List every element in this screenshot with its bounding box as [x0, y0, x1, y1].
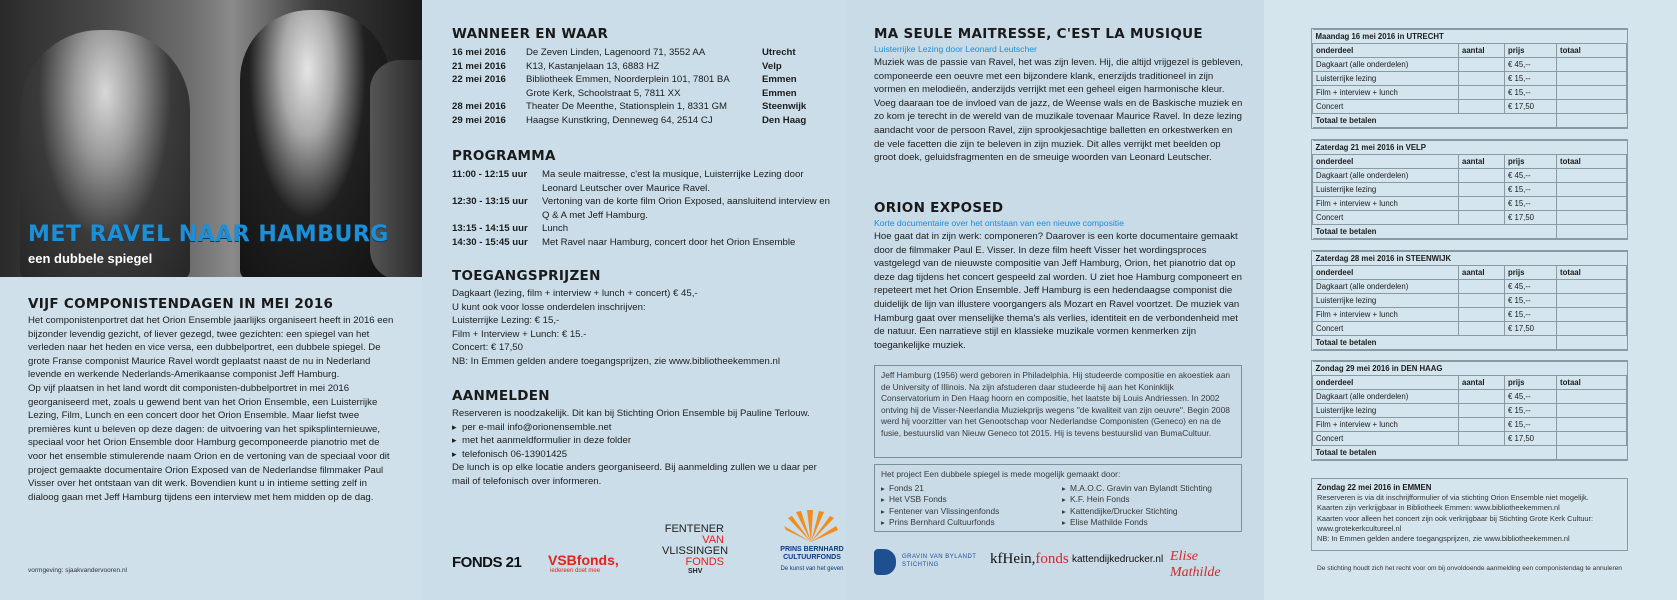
grand-total-field[interactable] [1557, 336, 1627, 350]
sponsor-item: ▸ Fonds 21 [881, 483, 1054, 495]
price-line: U kunt ook voor losse onderdelen inschrijven: [452, 301, 646, 313]
venue-row [452, 60, 806, 74]
form-row [1313, 169, 1627, 183]
item-price: € 17,50 [1505, 100, 1557, 114]
grand-total-field[interactable] [1557, 225, 1627, 239]
form-row [1313, 183, 1627, 197]
emmen-line: Kaarten zijn verkrijgbaar in Bibliotheek Emmen: www.bibliotheekemmen.nl [1317, 503, 1560, 513]
column-header-qty: aantal [1459, 155, 1505, 169]
intro-paragraph: Het componistenportret dat het Orion Ensemble jaarlijks organiseert heeft in 2016 een bijzonder levendig gezicht, of liever gezegd, twee gezichten: een spiegel van het verleden naar het heden en vice versa, een dubbelportret, een dubbele spiegel. De grote Franse componist Maurice Ravel wordt geplaatst naast de nu in Nederland levende en werkende Nederlands-Amerikaanse componist Jeff Hamburg. [28, 315, 394, 381]
fvf-line: VLISSINGEN [662, 545, 729, 557]
item-label: Concert [1313, 432, 1459, 446]
form-title-row [1313, 252, 1627, 266]
kf-part: kf [990, 551, 1003, 567]
venue-address: Theater De Meenthe, Stationsplein 1, 8331 GM [526, 101, 728, 112]
form-row [1313, 390, 1627, 404]
program-row [452, 222, 832, 236]
column-header-price: prijs [1505, 44, 1557, 58]
sponsor-item: ▸ Prins Bernhard Cultuurfonds [881, 517, 1054, 529]
venue-date: 21 mei 2016 [452, 60, 506, 72]
venue-date: 28 mei 2016 [452, 101, 506, 112]
pb-line: CULTUURFONDS [783, 554, 841, 561]
lecture-subtitle: Luisterrijke Lezing door Leonard Leutscher [874, 44, 1037, 54]
program-title: PROGRAMMA [452, 148, 556, 164]
column-header-price: prijs [1505, 155, 1557, 169]
venue-address: De Zeven Linden, Lagenoord 71, 3552 AA [526, 47, 706, 58]
sponsor-item: ▸ Fentener van Vlissingenfonds [881, 506, 1054, 518]
venue-city: Velp [762, 60, 782, 72]
form-row [1313, 86, 1627, 100]
venue-date: 29 mei 2016 [452, 114, 506, 126]
design-credit: vormgeving: sjaakvandervooren.nl [28, 567, 127, 574]
gravin-van-bylandt-mark-icon [874, 549, 896, 575]
total-row [1313, 114, 1627, 128]
venue-address: Bibliotheek Emmen, Noorderplein 101, 7801 BA [526, 74, 730, 85]
pb-line: PRINS BERNHARD [780, 546, 844, 553]
venue-address: Haagse Kunstkring, Denneweg 64, 2514 CJ [526, 114, 713, 126]
column-header-part: onderdeel [1313, 376, 1459, 390]
column-header-price: prijs [1505, 266, 1557, 280]
item-label: Concert [1313, 211, 1459, 225]
item-price: € 15,-- [1505, 294, 1557, 308]
form-row [1313, 100, 1627, 114]
item-price: € 15,-- [1505, 404, 1557, 418]
grand-total-field[interactable] [1557, 114, 1627, 128]
prins-bernhard-tagline: De kunst van het geven [780, 566, 844, 572]
price-line: NB: In Emmen gelden andere toegangsprijzen, zie www.bibliotheekemmen.nl [452, 355, 780, 367]
program-time: 14:30 - 15:45 uur [452, 236, 528, 248]
venue-date: 22 mei 2016 [452, 74, 506, 85]
lecture-section [874, 26, 1244, 165]
line-total-field[interactable] [1557, 100, 1627, 114]
when-where-title: WANNEER EN WAAR [452, 26, 609, 42]
form-row [1313, 308, 1627, 322]
sponsors-list-left [881, 483, 1054, 529]
quantity-field[interactable] [1459, 100, 1505, 114]
registration-table [1312, 140, 1627, 239]
line-total-field[interactable] [1557, 294, 1627, 308]
item-price: € 15,-- [1505, 72, 1557, 86]
line-total-field[interactable] [1557, 432, 1627, 446]
form-row [1313, 280, 1627, 294]
vsb-fonds-tagline: iedereen doet mee [550, 568, 601, 574]
line-total-field[interactable] [1557, 211, 1627, 225]
shv-logo: SHV [688, 568, 703, 575]
gvb-line: STICHTING [902, 562, 939, 568]
item-price: € 45,-- [1505, 58, 1557, 72]
program-item: Lunch [542, 223, 569, 234]
line-total-field[interactable] [1557, 418, 1627, 432]
fentener-van-vlissingen-logo [662, 523, 729, 568]
item-price: € 15,-- [1505, 197, 1557, 211]
fonds21-logo: FONDS 21 [452, 554, 522, 571]
line-total-field[interactable] [1557, 183, 1627, 197]
form-title-row [1313, 30, 1627, 44]
line-total-field[interactable] [1557, 280, 1627, 294]
prices-list [452, 287, 832, 369]
fvf-line: FONDS [685, 556, 724, 568]
item-label: Film + interview + lunch [1313, 86, 1459, 100]
program-section [452, 148, 832, 249]
sponsor-item: ▸ Het VSB Fonds [881, 494, 1054, 506]
total-label: Totaal te betalen [1313, 225, 1557, 239]
form-header-row [1313, 44, 1627, 58]
column-header-total: totaal [1557, 266, 1627, 280]
sponsor-item: ▸ M.A.O.C. Gravin van Bylandt Stichting [1062, 483, 1235, 495]
lecture-title: MA SEULE MAITRESSE, C'EST LA MUSIQUE [874, 26, 1203, 42]
documentary-subtitle: Korte documentaire over het ontstaan van een nieuwe compositie [874, 218, 1124, 228]
program-time: 12:30 - 13:15 uur [452, 196, 528, 207]
form-title-row [1313, 362, 1627, 376]
grand-total-field[interactable] [1557, 446, 1627, 460]
gravin-van-bylandt-logo [902, 553, 976, 569]
line-total-field[interactable] [1557, 86, 1627, 100]
registration-table [1312, 251, 1627, 350]
program-row [452, 168, 832, 195]
form-row [1313, 72, 1627, 86]
sponsor-logos-row1 [452, 510, 844, 580]
item-label: Concert [1313, 322, 1459, 336]
price-line: Luisterrijke Lezing: € 15,- [452, 315, 560, 327]
column-header-qty: aantal [1459, 376, 1505, 390]
form-row [1313, 197, 1627, 211]
venue-row [452, 73, 806, 87]
item-price: € 17,50 [1505, 322, 1557, 336]
register-body [452, 407, 832, 489]
vsb-fonds-logo: VSBfonds, [548, 552, 619, 568]
quantity-field[interactable] [1459, 308, 1505, 322]
quantity-field[interactable] [1459, 58, 1505, 72]
sponsors-intro: Het project Een dubbele spiegel is mede mogelijk gemaakt door: [881, 469, 1121, 479]
sponsor-item: ▸ Kattendijke/Drucker Stichting [1062, 506, 1235, 518]
item-label: Film + interview + lunch [1313, 308, 1459, 322]
register-option: ▸ per e-mail info@orionensemble.net [452, 421, 832, 435]
venue-city: Emmen [762, 87, 797, 99]
item-label: Luisterrijke lezing [1313, 72, 1459, 86]
kattendijke-drucker-logo: kattendijkedrucker.nl [1072, 554, 1164, 565]
line-total-field[interactable] [1557, 58, 1627, 72]
quantity-field[interactable] [1459, 72, 1505, 86]
program-table [452, 168, 832, 249]
emmen-line: Kaarten voor alleen het concert zijn ook verkrijgbaar bij Stichting Grote Kerk Cultuur: www.grotekerkcultureel.nl [1317, 513, 1594, 533]
item-label: Dagkaart (alle onderdelen) [1313, 280, 1459, 294]
venues-table [452, 46, 806, 127]
total-label: Totaal te betalen [1313, 114, 1557, 128]
registration-form [1311, 360, 1628, 461]
item-price: € 45,-- [1505, 390, 1557, 404]
item-price: € 15,-- [1505, 308, 1557, 322]
form-row [1313, 294, 1627, 308]
venue-city: Den Haag [762, 114, 807, 126]
venue-address: Grote Kerk, Schoolstraat 5, 7811 XX [526, 87, 681, 99]
total-row [1313, 336, 1627, 350]
quantity-field[interactable] [1459, 211, 1505, 225]
item-price: € 15,-- [1505, 86, 1557, 100]
quantity-field[interactable] [1459, 294, 1505, 308]
hero-subtitle: een dubbele spiegel [28, 251, 153, 266]
sponsor-item: ▸ K.F. Hein Fonds [1062, 494, 1235, 506]
program-row [452, 195, 832, 222]
quantity-field[interactable] [1459, 390, 1505, 404]
column-header-price: prijs [1505, 376, 1557, 390]
quantity-field[interactable] [1459, 432, 1505, 446]
registration-table [1312, 29, 1627, 128]
quantity-field[interactable] [1459, 418, 1505, 432]
register-title: AANMELDEN [452, 388, 550, 404]
prices-section [452, 268, 832, 369]
registration-form [1311, 250, 1628, 351]
item-price: € 15,-- [1505, 183, 1557, 197]
elise-mathilde-logo: Elise Mathilde [1170, 549, 1221, 580]
line-total-field[interactable] [1557, 390, 1627, 404]
documentary-body: Hoe gaat dat in zijn werk: componeren? Daarover is een korte documentaire gemaakt door de filmmaker Paul E. Visser. In deze film heeft Visser het wordingsproces vastgelegd van de nieuwste compositie van Jeff Hamburg, Orion, het pianotrio dat op deze dag tijdens het concert gespeeld zal worden. U ziet hoe Hamburg componeert en repeteert met het Orion Ensemble. Jeff Hamburg is een hedendaagse componist die duidelijk de lijn van illustere voorgangers als Mozart en Ravel voortzet. De muziek van Hamburg gaat over menselijke thema's als verlies, identiteit en de verbondenheid met de natuur. Een narratieve stijl en klassieke muzikale vormen kenmerken zijn toegankelijke muziek. [874, 231, 1242, 351]
column-header-total: totaal [1557, 376, 1627, 390]
program-row [452, 236, 832, 250]
price-line: Dagkaart (lezing, film + interview + lunch + concert) € 45,- [452, 288, 698, 299]
form-row [1313, 58, 1627, 72]
prices-title: TOEGANGSPRIJZEN [452, 268, 601, 284]
kf-part: Hein, [1002, 551, 1036, 567]
form-row [1313, 404, 1627, 418]
item-price: € 45,-- [1505, 280, 1557, 294]
item-price: € 45,-- [1505, 169, 1557, 183]
item-label: Dagkaart (alle onderdelen) [1313, 58, 1459, 72]
program-item: Vertoning van de korte film Orion Exposed, aansluitend interview en Q & A met Jeff Hamburg. [542, 196, 830, 221]
total-row [1313, 446, 1627, 460]
item-price: € 15,-- [1505, 418, 1557, 432]
total-label: Totaal te betalen [1313, 446, 1557, 460]
prins-bernhard-sun-icon [782, 510, 840, 544]
line-total-field[interactable] [1557, 72, 1627, 86]
venue-row [452, 87, 806, 101]
venue-row [452, 100, 806, 114]
quantity-field[interactable] [1459, 322, 1505, 336]
form-title-row [1313, 141, 1627, 155]
form-header-row [1313, 266, 1627, 280]
venue-row [452, 46, 806, 60]
register-option: ▸ met het aanmeldformulier in deze folder [452, 434, 832, 448]
form-title: Maandag 16 mei 2016 in UTRECHT [1313, 30, 1627, 44]
line-total-field[interactable] [1557, 169, 1627, 183]
form-header-row [1313, 376, 1627, 390]
line-total-field[interactable] [1557, 322, 1627, 336]
column-header-qty: aantal [1459, 44, 1505, 58]
item-price: € 17,50 [1505, 432, 1557, 446]
price-line: Concert: € 17,50 [452, 342, 523, 354]
form-title: Zaterdag 21 mei 2016 in VELP [1313, 141, 1627, 155]
item-label: Film + interview + lunch [1313, 197, 1459, 211]
section-title-composer-days: VIJF COMPONISTENDAGEN IN MEI 2016 [28, 296, 334, 312]
panel-intro [0, 0, 422, 600]
venue-date [452, 87, 526, 101]
kf-hein-fonds-logo [990, 551, 1069, 568]
item-label: Luisterrijke lezing [1313, 404, 1459, 418]
item-label: Luisterrijke lezing [1313, 294, 1459, 308]
lecture-body: Muziek was de passie van Ravel, het was zijn leven. Hij, die altijd vrijgezel is gebleven, componeerde een oeuvre met een bijzondere klank, enerzijds traditioneel in zijn vormen en melodieën, anderzijds verrijkt met een geheel eigen harmonische kleur. Voeg daaraan toe de invloed van de jazz, de Weense wals en de Baskische muziek en zo kom je terecht in de wereld van de muzikale tovenaar Maurice Ravel. In deze lezing aandacht voor de persoon Ravel, zijn sprookjesachtige balletten en orkestwerken en de vele facetten die zijn te beleven in zijn muziek. Dit alles verrijkt met beelden op groot doek, geluidsfragmenten en de smeuige woorden van Leonard Leutscher. [874, 57, 1244, 164]
register-option: ▸ telefonisch 06-13901425 [452, 448, 832, 462]
cancellation-footnote: De stichting houdt zich het recht voor om bij onvoldoende aanmelding een componistendag te annuleren [1317, 565, 1622, 572]
documentary-title: ORION EXPOSED [874, 200, 1004, 216]
registration-table [1312, 361, 1627, 460]
quantity-field[interactable] [1459, 183, 1505, 197]
venue-date: 16 mei 2016 [452, 47, 506, 58]
hero-title: MET RAVEL NAAR HAMBURG [28, 222, 389, 247]
program-item: Ma seule maitresse, c'est la musique, Luisterrijke Lezing door Leonard Leutscher over Maurice Ravel. [542, 169, 804, 194]
sponsors-list-right [1062, 483, 1235, 529]
register-outro: De lunch is op elke locatie anders georganiseerd. Bij aanmelding zullen we u daar per mail of telefonisch over informeren. [452, 462, 817, 487]
fvf-line: VAN [702, 534, 724, 546]
emmen-title: Zondag 22 mei 2016 in EMMEN [1317, 483, 1432, 492]
venue-city: Steenwijk [762, 101, 807, 112]
venue-city: Emmen [762, 74, 797, 85]
register-intro: Reserveren is noodzakelijk. Dit kan bij Stichting Orion Ensemble bij Pauline Terlouw. [452, 408, 810, 419]
registration-form [1311, 139, 1628, 240]
when-where-section [452, 26, 832, 127]
quantity-field[interactable] [1459, 280, 1505, 294]
item-label: Film + interview + lunch [1313, 418, 1459, 432]
total-row [1313, 225, 1627, 239]
register-options [452, 421, 832, 462]
item-label: Luisterrijke lezing [1313, 183, 1459, 197]
column-header-part: onderdeel [1313, 155, 1459, 169]
program-time: 13:15 - 14:15 uur [452, 223, 528, 234]
register-section [452, 388, 832, 489]
intro-body [28, 314, 398, 504]
form-row [1313, 322, 1627, 336]
line-total-field[interactable] [1557, 308, 1627, 322]
form-title: Zaterdag 28 mei 2016 in STEENWIJK [1313, 252, 1627, 266]
line-total-field[interactable] [1557, 404, 1627, 418]
intro-paragraph: Op vijf plaatsen in het land wordt dit componisten-dubbelportret in mei 2016 georganiseerd met, zoals u gewend bent van het Orion Ensemble, een Luisterrijke Lezing, Film, Lunch en een concert door het Orion Ensemble. Maar liefst twee premières kunt u beleven op deze dagen: de uitvoering van het spiksplinternieuwe, speciaal voor het Orion Ensemble door Hamburg gecomponeerde pianotrio met de voor het ensemble stimulerende naam Orion en de vertoning van de speciaal voor dit project gemaakte documentaire Orion Exposed van de Nederlandse filmmaker Paul Visser over het ontstaan van dit werk. Bovendien kunt u in intieme setting zelf in dialoog gaan met Jeff Hamburg tijdens een interview met hem midden op de dag. [28, 382, 390, 503]
emmen-info-box [1311, 478, 1628, 551]
column-header-total: totaal [1557, 44, 1627, 58]
line-total-field[interactable] [1557, 197, 1627, 211]
quantity-field[interactable] [1459, 86, 1505, 100]
panel-content [846, 0, 1264, 600]
total-label: Totaal te betalen [1313, 336, 1557, 350]
quantity-field[interactable] [1459, 197, 1505, 211]
emmen-line: Reserveren is via dit inschrijfformulier of via stichting Orion Ensemble niet mogelijk. [1317, 493, 1589, 503]
program-item: Met Ravel naar Hamburg, concert door het Orion Ensemble [542, 236, 796, 248]
item-price: € 17,50 [1505, 211, 1557, 225]
sponsor-item: ▸ Elise Mathilde Fonds [1062, 517, 1235, 529]
form-row [1313, 211, 1627, 225]
column-header-qty: aantal [1459, 266, 1505, 280]
quantity-field[interactable] [1459, 404, 1505, 418]
sponsor-logos-row2 [874, 545, 1244, 585]
form-header-row [1313, 155, 1627, 169]
registration-form [1311, 28, 1628, 129]
price-line: Film + Interview + Lunch: € 15.- [452, 328, 587, 340]
item-label: Dagkaart (alle onderdelen) [1313, 390, 1459, 404]
composer-bio-box: Jeff Hamburg (1956) werd geboren in Philadelphia. Hij studeerde compositie en akoestiek aan de University of Illinois. Na zijn afstuderen daar studeerde hij aan het Koninklijk Conservatorium in Den Haag hoorn en compositie, het laatste bij Louis Andriessen. In 2002 ontving hij de Visser-Neerlandia Muziekprijs wegens "de kwaliteit van zijn oeuvre". Begin 2008 werd hij voorzitter van het Genootschap voor Nederlandse Componisten (Geneco) en na de fusie, bestuurslid van Nieuw Geneco tot 2015. Hij is tevens bestuurslid van BumaCultuur. [874, 365, 1242, 458]
fvf-line: FENTENER [664, 523, 724, 535]
kf-part: fonds [1035, 551, 1069, 567]
column-header-part: onderdeel [1313, 44, 1459, 58]
program-time: 11:00 - 12:15 uur [452, 169, 528, 180]
documentary-section [874, 200, 1244, 352]
gvb-line: GRAVIN VAN BYLANDT [902, 554, 977, 560]
quantity-field[interactable] [1459, 169, 1505, 183]
item-label: Dagkaart (alle onderdelen) [1313, 169, 1459, 183]
form-row [1313, 418, 1627, 432]
venue-address: K13, Kastanjelaan 13, 6883 HZ [526, 60, 660, 72]
venue-row [452, 114, 806, 128]
panel-registration-form [1264, 0, 1677, 600]
prins-bernhard-logo [772, 546, 852, 562]
sponsors-box [874, 464, 1242, 532]
item-label: Concert [1313, 100, 1459, 114]
emmen-line: NB: In Emmen gelden andere toegangsprijzen, zie www.bibliotheekemmen.nl [1317, 534, 1570, 544]
column-header-part: onderdeel [1313, 266, 1459, 280]
form-row [1313, 432, 1627, 446]
form-title: Zondag 29 mei 2016 in DEN HAAG [1313, 362, 1627, 376]
panel-info [422, 0, 846, 600]
venue-city: Utrecht [762, 47, 796, 58]
column-header-total: totaal [1557, 155, 1627, 169]
